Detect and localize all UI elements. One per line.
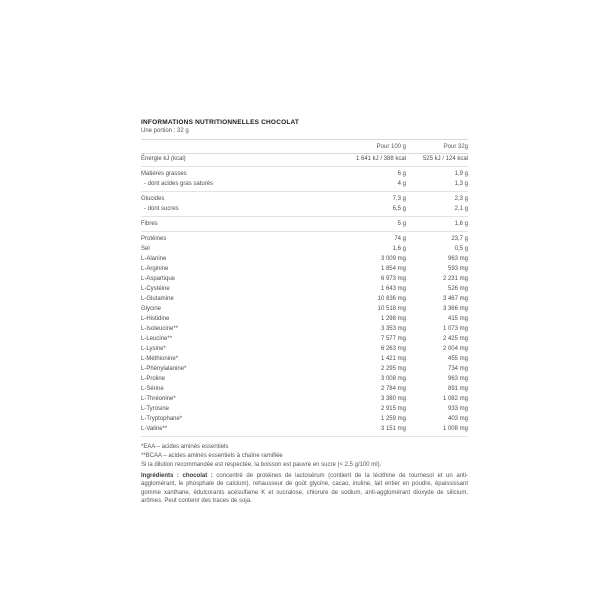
table-row [141, 324, 468, 334]
table-row [141, 384, 468, 394]
row-value-per32g: 455 mg [447, 356, 468, 362]
footnote-sugar: Si la dilution recommandée est respectée, la boisson est pauvre en sucre (< 2,5 g/100 ml). [141, 462, 382, 468]
table-row [141, 374, 468, 384]
row-value-per32g: 3 366 mg [442, 306, 468, 312]
table-row [141, 204, 468, 217]
row-label: Fibres [141, 221, 158, 227]
row-value-per100g: 6 g [397, 171, 406, 177]
table-header-row [141, 140, 468, 154]
row-label: L-Lysine* [141, 346, 166, 352]
table-row [141, 364, 468, 374]
row-label: - dont sucres [144, 206, 179, 212]
row-value-per32g: 23,7 g [451, 236, 468, 242]
page-title: INFORMATIONS NUTRITIONNELLES CHOCOLAT [141, 119, 300, 126]
row-label: L-Glutamine [141, 296, 174, 302]
nutrition-label [141, 119, 468, 506]
row-label: L-Alanine [141, 256, 167, 262]
row-value-per32g: 2,3 g [454, 196, 468, 202]
row-value-per100g: 2 915 mg [380, 406, 406, 412]
row-value-per100g: 74 g [394, 236, 406, 242]
row-value-per32g: 963 mg [447, 376, 468, 382]
row-value-per100g: 3 151 mg [380, 426, 406, 432]
row-value-per100g: 7,3 g [392, 196, 406, 202]
row-label: L-Valine** [141, 426, 168, 432]
footnote-bcaa: **BCAA – acides aminés essentiels à chaîne ramifiée [141, 453, 283, 459]
row-value-per32g: 415 mg [447, 316, 468, 322]
table-row [141, 414, 468, 424]
row-label: Glycine [141, 306, 162, 312]
row-value-per32g: 526 mg [447, 286, 468, 292]
table-row [141, 344, 468, 354]
row-value-per100g: 7 577 mg [380, 336, 406, 342]
row-value-per32g: 2 231 mg [442, 276, 468, 282]
ingredients-lead: Ingrédients : chocolat : [141, 473, 213, 479]
row-value-per100g: 3 353 mg [380, 326, 406, 332]
nutrition-table-body [141, 154, 468, 437]
row-value-per32g: 1 073 mg [442, 326, 468, 332]
row-value-per32g: 933 mg [447, 406, 468, 412]
table-row [141, 394, 468, 404]
table-row [141, 219, 468, 232]
row-value-per100g: 1 259 mg [380, 416, 406, 422]
table-row [141, 254, 468, 264]
row-value-per100g: 1 298 mg [380, 316, 406, 322]
row-label: L-Aspartique [141, 276, 176, 282]
row-value-per100g: 2 784 mg [380, 386, 406, 392]
row-value-per32g: 1,9 g [454, 171, 468, 177]
row-value-per100g: 2 295 mg [380, 366, 406, 372]
row-label: L-Histidine [141, 316, 170, 322]
row-value-per32g: 1,3 g [454, 181, 468, 187]
row-value-per100g: 1 421 mg [380, 356, 406, 362]
row-value-per100g: 6 973 mg [380, 276, 406, 282]
table-row [141, 424, 468, 437]
row-label: L-Méthionine* [141, 356, 179, 362]
row-value-per32g: 2,1 g [454, 206, 468, 212]
row-value-per32g: 403 mg [447, 416, 468, 422]
row-value-per100g: 6 263 mg [380, 346, 406, 352]
row-value-per32g: 734 mg [447, 366, 468, 372]
row-label: Matières grasses [141, 171, 187, 177]
column-header-per32g: Pour 32g [443, 144, 468, 150]
row-label: Énergie kJ (kcal) [141, 156, 186, 162]
row-value-per32g: 3 467 mg [442, 296, 468, 302]
row-value-per100g: 10 518 mg [377, 306, 406, 312]
row-value-per32g: 525 kJ / 124 kcal [422, 156, 468, 162]
row-label: L-Isoleucine** [141, 326, 179, 332]
table-row [141, 314, 468, 324]
row-value-per32g: 1 082 mg [442, 396, 468, 402]
row-value-per32g: 2 004 mg [442, 346, 468, 352]
row-label: Sel [141, 246, 150, 252]
table-row [141, 154, 468, 167]
table-row [141, 404, 468, 414]
column-header-per100g: Pour 100 g [376, 144, 406, 150]
table-row [141, 194, 468, 204]
label-header [141, 119, 468, 140]
row-value-per100g: 3 009 mg [380, 256, 406, 262]
row-value-per32g: 891 mg [447, 386, 468, 392]
row-label: L-Phénylalanine* [141, 366, 187, 372]
row-value-per100g: 3 380 mg [380, 396, 406, 402]
row-value-per32g: 1 008 mg [442, 426, 468, 432]
table-row [141, 169, 468, 179]
table-row [141, 234, 468, 244]
table-row [141, 354, 468, 364]
row-label: L-Leucine** [141, 336, 173, 342]
row-label: L-Tryptophane* [141, 416, 183, 422]
row-value-per100g: 5 g [397, 221, 406, 227]
row-label: Glucides [141, 196, 165, 202]
row-label: L-Sérine [141, 386, 164, 392]
row-value-per100g: 3 008 mg [380, 376, 406, 382]
footnote-eaa: *EAA – acides aminés essentiels [141, 444, 229, 450]
footnotes [141, 444, 468, 468]
row-label: L-Thréonine* [141, 396, 176, 402]
row-label: L-Proline [141, 376, 166, 382]
row-label: L-Arginine [141, 266, 169, 272]
table-row [141, 244, 468, 254]
row-value-per32g: 0,5 g [454, 246, 468, 252]
row-label: L-Tyrosine [141, 406, 170, 412]
table-row [141, 274, 468, 284]
table-row [141, 284, 468, 294]
row-value-per100g: 1 643 mg [380, 286, 406, 292]
table-row [141, 304, 468, 314]
table-row [141, 334, 468, 344]
row-value-per32g: 1,6 g [454, 221, 468, 227]
row-value-per100g: 1 641 kJ / 388 kcal [355, 156, 406, 162]
row-value-per100g: 1,6 g [392, 246, 406, 252]
row-value-per100g: 6,5 g [392, 206, 406, 212]
ingredients-text: concentré de protéines de lactosérum (contient de la lécithine de tournesol et un anti-agglomérant, le phosphate de calcium), rehausseur de goût glycine, cacao, inuline, lait entier en poudre, épaississant gomme xanthane, édulcorants acésulfame K et sucralose, chlorure de sodium, anti-agglomérant dioxyde de silicium, arômes. Peut contenir des traces de soja. [141, 473, 468, 505]
row-value-per100g: 10 836 mg [377, 296, 406, 302]
row-value-per32g: 963 mg [447, 256, 468, 262]
row-value-per32g: 593 mg [447, 266, 468, 272]
table-row [141, 179, 468, 192]
row-value-per32g: 2 425 mg [442, 336, 468, 342]
table-row [141, 294, 468, 304]
row-label: - dont acides gras saturés [144, 181, 214, 187]
row-value-per100g: 4 g [397, 181, 406, 187]
row-label: L-Cystéine [141, 286, 170, 292]
row-value-per100g: 1 854 mg [380, 266, 406, 272]
ingredients-paragraph [141, 472, 468, 506]
table-row [141, 264, 468, 274]
portion-size: Une portion : 32 g [141, 128, 189, 134]
row-label: Protéines [141, 236, 167, 242]
